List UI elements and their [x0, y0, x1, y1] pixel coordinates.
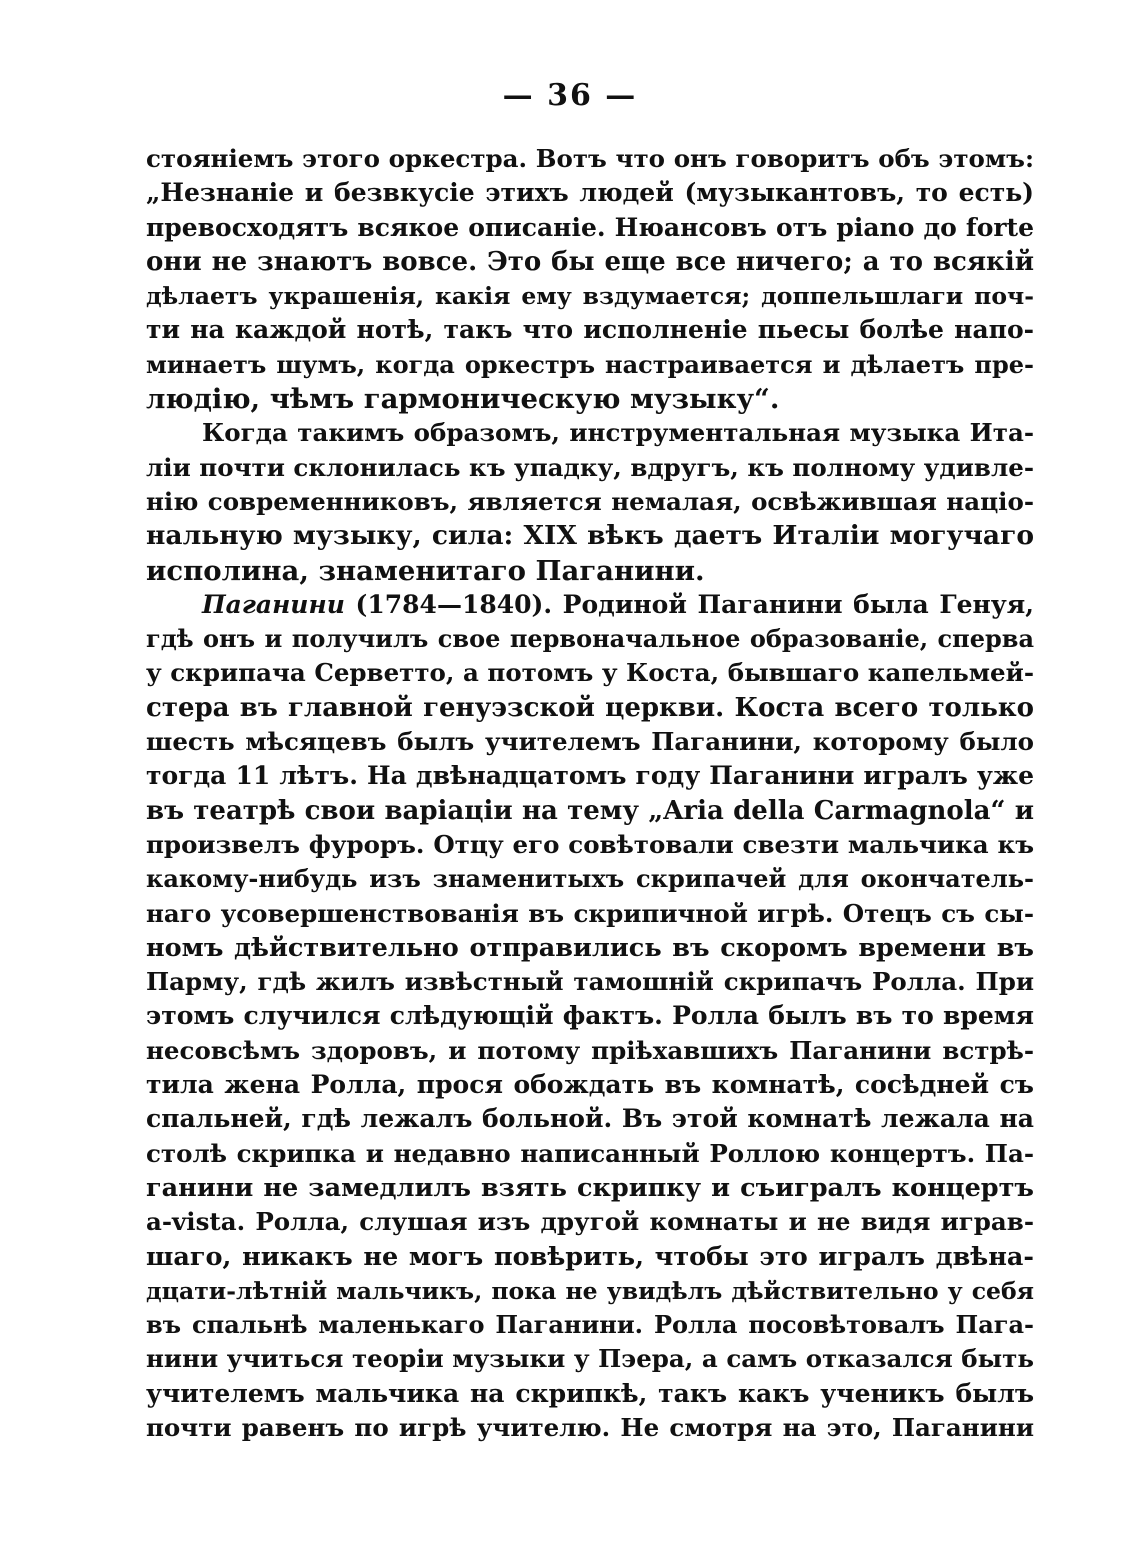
text-line: ти на каждой нотѣ, такъ что исполненiе пьесы болѣе напо- — [146, 315, 1034, 345]
text-line: нальную музыку, сила: XIX вѣкъ даетъ Италiи могучаго — [146, 520, 1034, 552]
page-number: — 36 — — [502, 78, 638, 113]
text-line: столѣ скрипка и недавно написанный Роллою концертъ. Па- — [146, 1138, 1034, 1168]
text-line — [146, 588, 1034, 622]
text-line: нини учиться теорiи музыки у Пэера, а самъ отказался быть — [146, 1344, 1034, 1374]
text-line: этомъ случился слѣдующiй фактъ. Ролла былъ въ то время — [146, 1001, 1034, 1031]
text-line: Парму, гдѣ жилъ извѣстный тамошнiй скрипачъ Ролла. При — [146, 967, 1034, 997]
text-line: спальней, гдѣ лежалъ больной. Въ этой комнатѣ лежала на — [146, 1104, 1034, 1134]
text-line: наго усовершенствованiя въ скрипичной игрѣ. Отецъ съ сы- — [146, 898, 1034, 928]
text-line: номъ дѣйствительно отправились въ скоромъ времени въ — [146, 932, 1034, 963]
text-line: Когда такимъ образомъ, инструментальная музыка Ита- — [202, 418, 1034, 448]
text-line: учителемъ мальчика на скрипкѣ, такъ какъ ученикъ былъ — [146, 1378, 1034, 1408]
text-line: людiю, чѣмъ гармоническую музыку“. — [146, 383, 780, 416]
text-line: шаго, никакъ не могъ повѣрить, чтобы это игралъ двѣна- — [146, 1241, 1034, 1272]
italic-name: Паганини — [202, 589, 345, 619]
text-line: превосходятъ всякое описанiе. Нюансовъ отъ piano до forte — [146, 212, 1034, 242]
text-line: какому-нибудь изъ знаменитыхъ скрипачей для окончатель- — [146, 864, 1034, 894]
text-line: лiи почти склонилась къ упадку, вдругъ, къ полному удивле- — [146, 452, 1034, 482]
text-line: a-vista. Ролла, слушая изъ другой комнаты и не видя игрaв- — [146, 1207, 1034, 1237]
text-line: стера въ главной генуэзской церкви. Коста всего только — [146, 692, 1034, 723]
text-line: „Незнанiе и безвкусiе этихъ людей (музыкантовъ, то есть) — [146, 178, 1034, 208]
text-line: почти равенъ по игрѣ учителю. Не смотря на это, Паганини — [146, 1412, 1034, 1442]
text-line: шесть мѣсяцевъ былъ учителемъ Паганини, которому было — [146, 727, 1034, 757]
line-rest: (1784—1840). Родиной Паганини была Генуя, — [355, 589, 1034, 619]
body-text — [146, 142, 1034, 1445]
text-line: у скрипача Серветто, а потомъ у Коста, бывшаго капельмей- — [146, 658, 1034, 688]
text-line: тогда 11 лѣтъ. На двѣнадцатомъ году Паганини игралъ уже — [146, 761, 1034, 791]
text-line: они не знаютъ вовсе. Это бы еще все ничего; а то всякiй — [146, 246, 1034, 277]
text-line: дѣлаетъ украшенiя, какiя ему вздумается; доппельшлаги поч- — [146, 282, 1034, 311]
text-line: исполина, знаменитаго Паганини. — [146, 554, 705, 587]
text-line: несовсѣмъ здоровъ, и потому прiѣхавшихъ Паганини встрѣ- — [146, 1035, 1034, 1065]
text-line: гдѣ онъ и получилъ свое первоначальное образованiе, сперва — [146, 624, 1034, 654]
text-line: въ спальнѣ маленькаго Паганини. Ролла посовѣтовалъ Пага- — [146, 1310, 1034, 1340]
text-line: нiю современниковъ, является немалая, освѣжившая нацiо- — [146, 486, 1034, 516]
text-line: дцати-лѣтнiй мальчикъ, пока не увидѣлъ дѣйствительно у себя — [146, 1276, 1034, 1305]
text-line: ганини не замедлилъ взять скрипку и съигралъ концертъ — [146, 1172, 1034, 1203]
text-line: минаетъ шумъ, когда оркестръ настраивается и дѣлаетъ пре- — [146, 349, 1034, 379]
text-line: въ театрѣ свои варiацiи на тему „Aria della Carmagnola“ и — [146, 795, 1034, 826]
text-line: тила жена Ролла, прося обождать въ комнатѣ, сосѣдней съ — [146, 1070, 1034, 1100]
text-line: произвелъ фуроръ. Отцу его совѣтовали свезти мальчика къ — [146, 829, 1034, 859]
text-line: стоянiемъ этого оркестра. Вотъ что онъ говоритъ объ этомъ: — [146, 144, 1034, 173]
